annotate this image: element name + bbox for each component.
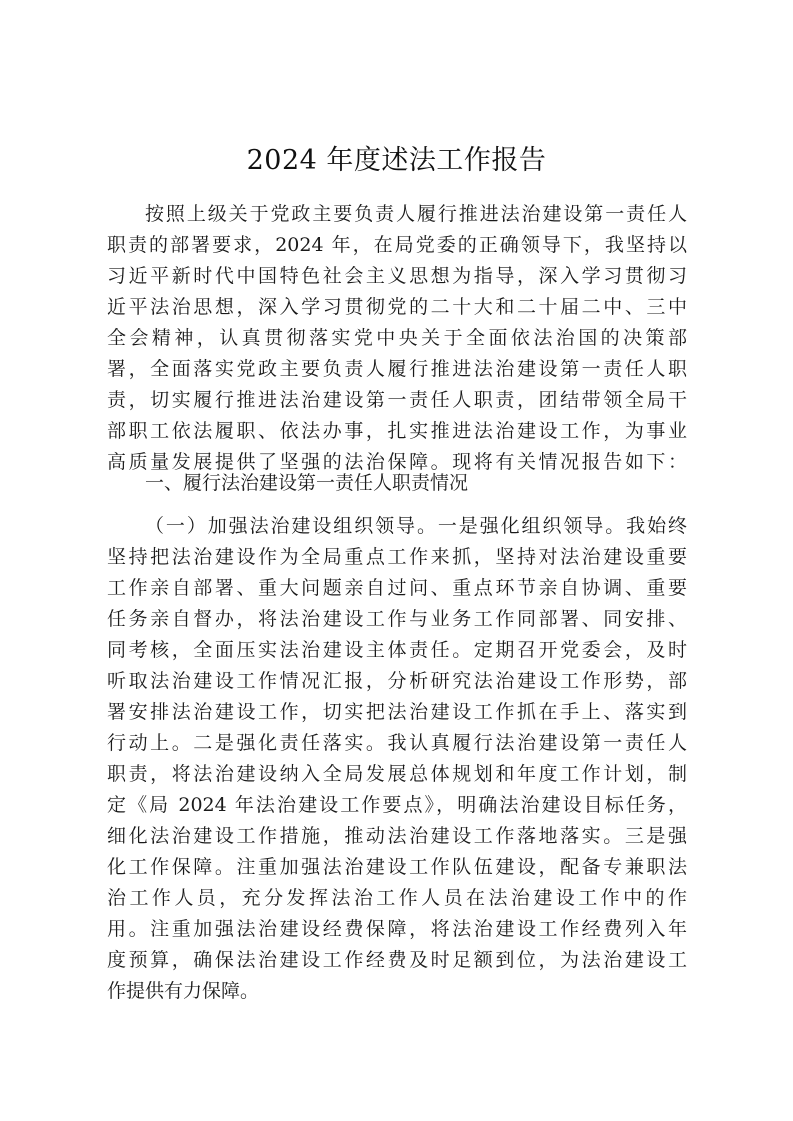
section-heading: 一、履行法治建设第一责任人职责情况 (145, 472, 469, 494)
paragraph-1-line-2: 职责的部署要求，2024 年，在局党委的正确领导下，我坚持以 (107, 234, 687, 256)
paragraph-2-line-6: 听取法治建设工作情况汇报，分析研究法治建设工作形势，部 (107, 670, 687, 692)
paragraph-2-line-16: 作提供有力保障。 (107, 980, 260, 1002)
paragraph-2-line-7: 署安排法治建设工作，切实把法治建设工作抓在手上、落实到 (107, 701, 687, 723)
paragraph-2-line-3: 工作亲自部署、重大问题亲自过问、重点环节亲自协调、重要 (107, 577, 687, 599)
paragraph-1-line-4: 近平法治思想，深入学习贯彻党的二十大和二十届二中、三中 (107, 296, 687, 318)
paragraph-2-line-9: 职责，将法治建设纳入全局发展总体规划和年度工作计划，制 (107, 763, 687, 785)
paragraph-2-line-12: 化工作保障。注重加强法治建设工作队伍建设，配备专兼职法 (107, 856, 687, 878)
paragraph-2-line-2: 坚持把法治建设作为全局重点工作来抓，坚持对法治建设重要 (107, 546, 687, 568)
paragraph-2-line-8: 行动上。二是强化责任落实。我认真履行法治建设第一责任人 (107, 732, 687, 754)
document-title: 2024 年度述法工作报告 (246, 145, 547, 176)
paragraph-2-line-13: 治工作人员，充分发挥法治工作人员在法治建设工作中的作 (107, 887, 687, 909)
paragraph-1-line-5: 全会精神，认真贯彻落实党中央关于全面依法治国的决策部 (107, 327, 687, 349)
paragraph-2-line-5: 同考核，全面压实法治建设主体责任。定期召开党委会，及时 (107, 639, 687, 661)
paragraph-1-line-6: 署，全面落实党政主要负责人履行推进法治建设第一责任人职 (107, 358, 687, 380)
paragraph-2-line-4: 任务亲自督办，将法治建设工作与业务工作同部署、同安排、 (107, 608, 687, 630)
paragraph-2-line-10: 定《局 2024 年法治建设工作要点》，明确法治建设目标任务， (107, 794, 687, 816)
paragraph-1-line-9: 高质量发展提供了坚强的法治保障。现将有关情况报告如下： (107, 451, 687, 473)
paragraph-1-line-8: 部职工依法履职、依法办事，扎实推进法治建设工作，为事业 (107, 420, 687, 442)
paragraph-1-line-7: 责，切实履行推进法治建设第一责任人职责，团结带领全局干 (107, 389, 687, 411)
paragraph-2-line-1: （一）加强法治建设组织领导。一是强化组织领导。我始终 (145, 515, 687, 537)
paragraph-2-line-15: 度预算，确保法治建设工作经费及时足额到位，为法治建设工 (107, 949, 687, 971)
paragraph-1-line-1: 按照上级关于党政主要负责人履行推进法治建设第一责任人 (145, 203, 687, 225)
paragraph-2-line-11: 细化法治建设工作措施，推动法治建设工作落地落实。三是强 (107, 825, 687, 847)
paragraph-1-line-3: 习近平新时代中国特色社会主义思想为指导，深入学习贯彻习 (107, 265, 687, 287)
paragraph-2-line-14: 用。注重加强法治建设经费保障，将法治建设工作经费列入年 (107, 918, 687, 940)
